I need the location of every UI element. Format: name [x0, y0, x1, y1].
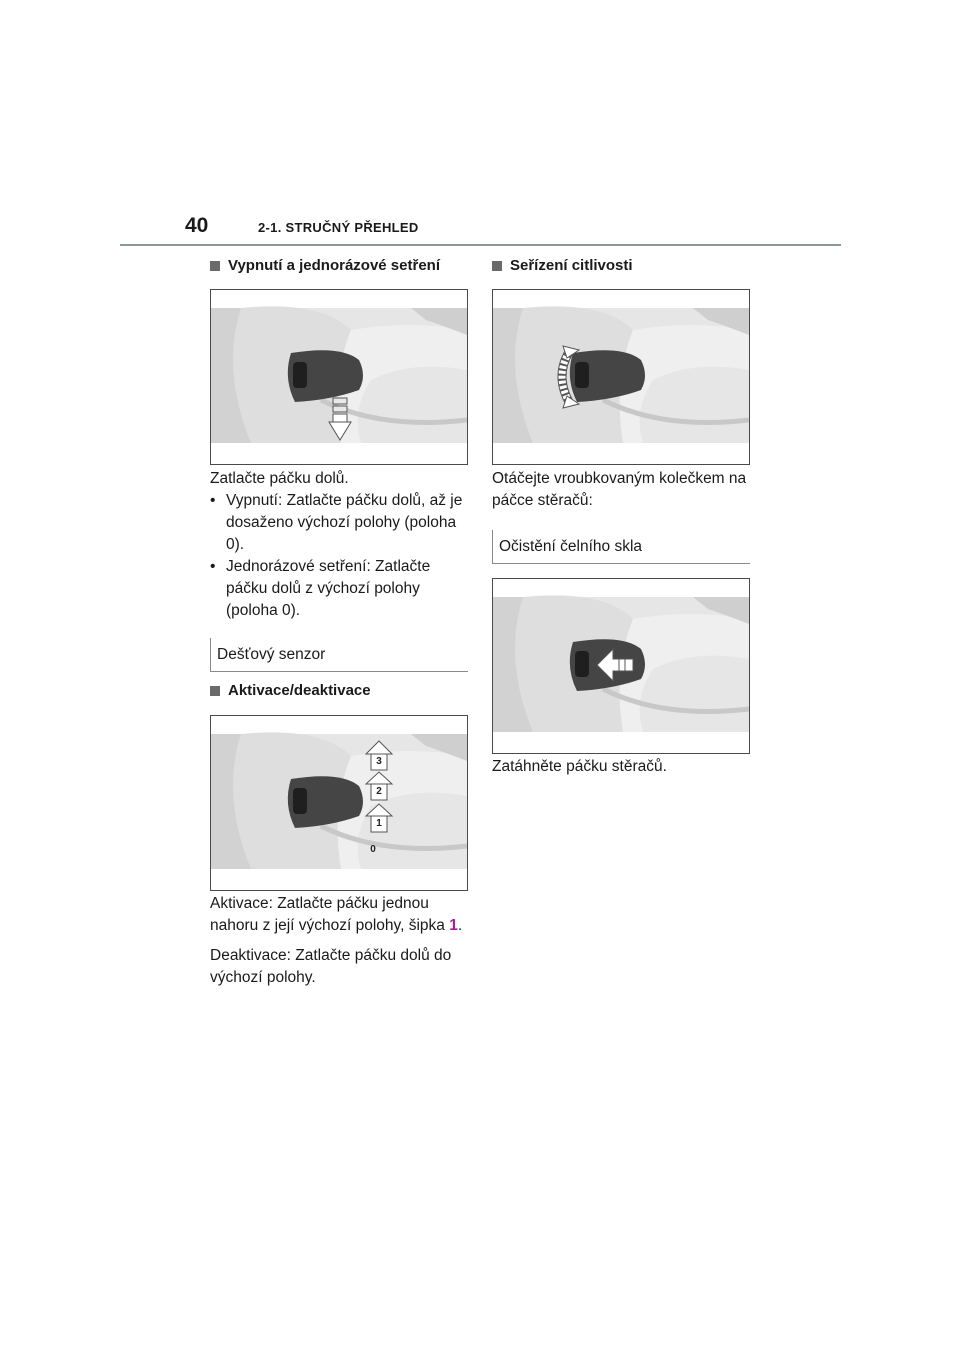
figure-knurled-wheel	[492, 289, 750, 465]
section-body-off-single-wipe	[210, 468, 468, 622]
list-item-text: Vypnutí: Zatlačte páčku dolů, až je dosaženo výchozí polohy (poloha 0).	[226, 492, 463, 553]
header-divider	[120, 244, 841, 246]
activation-text: Aktivace: Zatlačte páčku jednou nahoru z její výchozí polohy, šipka 1.	[210, 895, 463, 934]
heading-text: Aktivace/deaktivace	[228, 682, 371, 699]
square-bullet-icon	[492, 261, 502, 271]
page-number: 40	[185, 214, 209, 237]
position-label: 3	[376, 756, 382, 767]
position-label: 2	[376, 786, 382, 797]
note-box-rain-sensor	[210, 638, 468, 672]
section-heading-off-single-wipe	[210, 257, 440, 274]
section-heading-sensitivity	[492, 257, 633, 274]
figure-lever-positions	[210, 715, 468, 891]
section-heading-activation	[210, 682, 371, 699]
figure-lever-pull	[492, 578, 750, 754]
sensitivity-text: Otáčejte vroubkovaným kolečkem na páčce stěračů:	[492, 470, 747, 509]
note-text: Dešťový senzor	[217, 646, 326, 663]
section-body-activation	[210, 893, 468, 989]
square-bullet-icon	[210, 261, 220, 271]
list-item: • Vypnutí: Zatlačte páčku dolů, až je dosaženo výchozí polohy (poloha 0).	[210, 490, 468, 556]
figure-lever-push-down	[210, 289, 468, 465]
pull-lever-text: Zatáhněte páčku stěračů.	[492, 758, 667, 775]
section-body-sensitivity	[492, 468, 750, 512]
intro-text: Zatlačte páčku dolů.	[210, 470, 349, 487]
note-text: Očistění čelního skla	[499, 538, 643, 555]
position-label: 0	[370, 844, 376, 855]
deactivation-text: Deaktivace: Zatlačte páčku dolů do výchozí polohy.	[210, 947, 452, 986]
list-item: • Jednorázové setření: Zatlačte páčku dolů z výchozí polohy (poloha 0).	[210, 556, 468, 622]
chapter-title: 2-1. STRUČNÝ PŘEHLED	[258, 220, 419, 235]
arrow-marker: 1	[449, 917, 458, 934]
heading-text: Seřízení citlivosti	[510, 257, 633, 274]
position-label: 1	[376, 818, 382, 829]
section-body-windshield	[492, 756, 750, 778]
heading-text: Vypnutí a jednorázové setření	[228, 257, 440, 274]
square-bullet-icon	[210, 686, 220, 696]
list-item-text: Jednorázové setření: Zatlačte páčku dolů z výchozí polohy (poloha 0).	[226, 558, 431, 619]
note-box-windshield-clean	[492, 530, 750, 564]
